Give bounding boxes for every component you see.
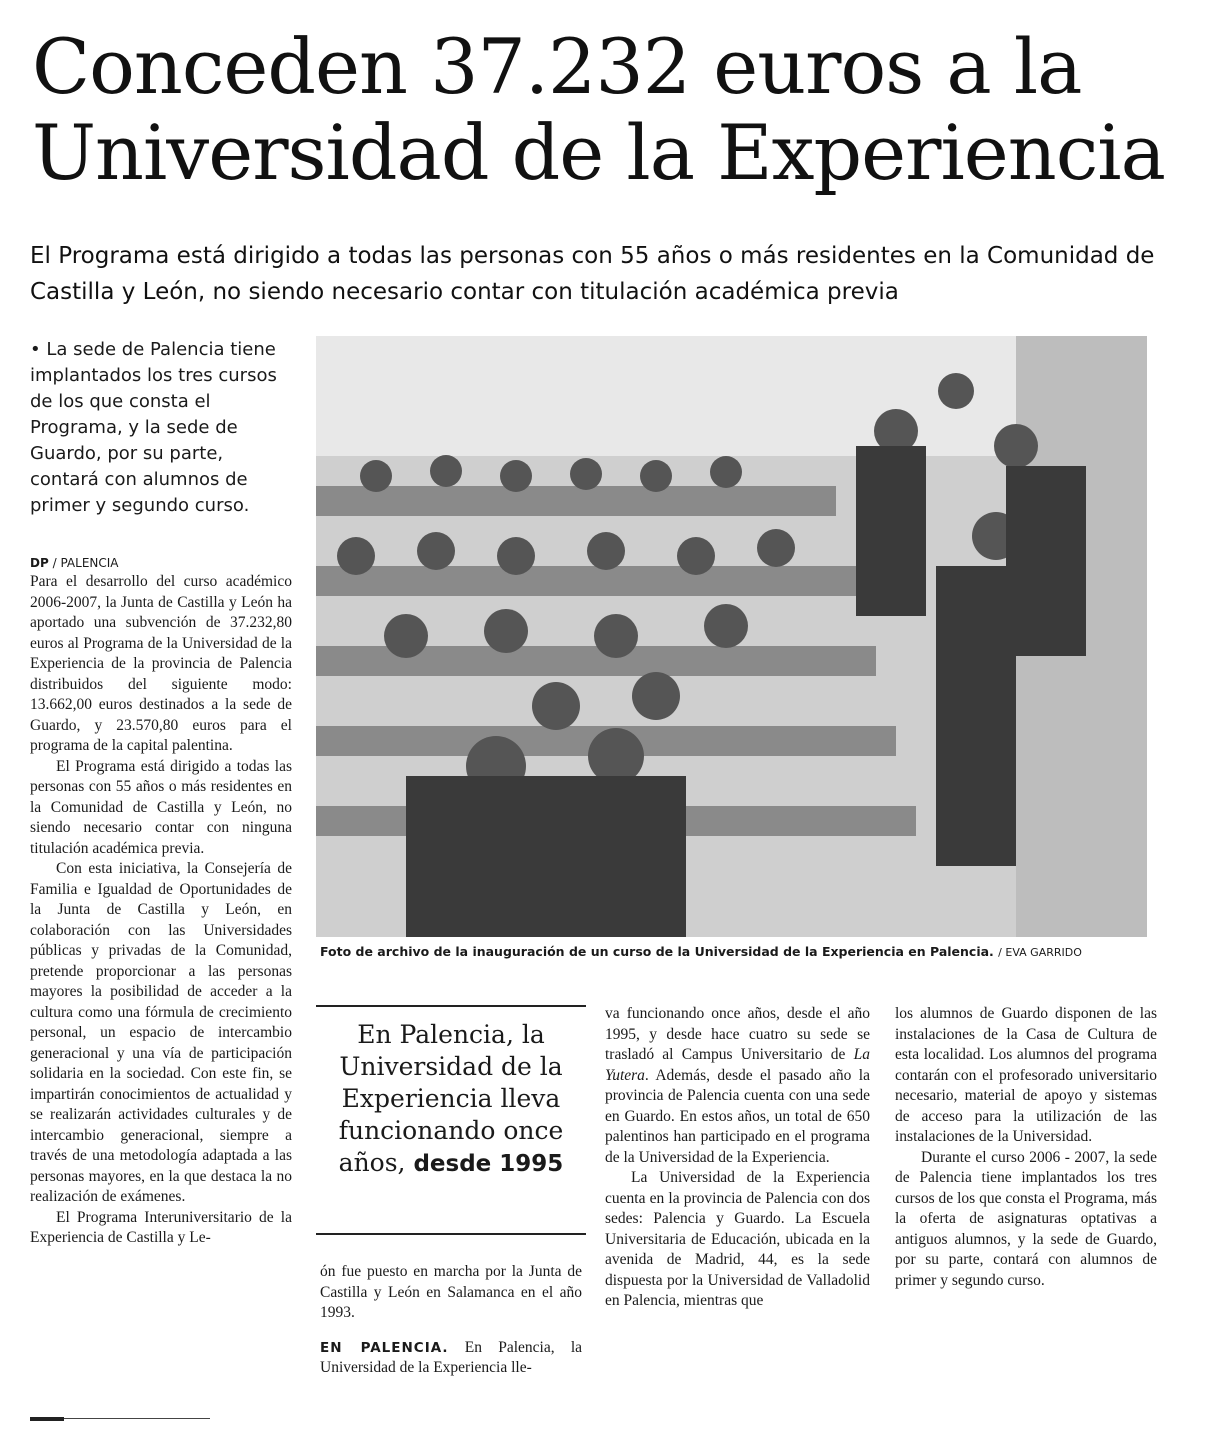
article-column-3: [605, 1004, 870, 1312]
subheadline: El Programa está dirigido a todas las personas con 55 años o más residentes en la Comunidad de Castilla y León, no siendo necesario contar con titulación académica previa: [30, 243, 1155, 305]
photo-caption-text: Foto de archivo de la inauguración de un curso de la Universidad de la Experiencia en Palencia.: [320, 944, 994, 959]
paragraph: El Programa está dirigido a todas las personas con 55 años o más residentes en la Comunidad de Castilla y León, no siendo necesario contar con ninguna titulación académica previa.: [30, 757, 292, 857]
footer-rule-accent: [30, 1417, 64, 1421]
paragraph: los alumnos de Guardo disponen de las instalaciones de la Casa de Cultura de esta localidad. Los alumnos del programa contarán con el profesorado universitario necesario, material de apoyo y sistemas de acceso para la utilización de las instalaciones de la Universidad.: [895, 1005, 1157, 1145]
paragraph: [320, 1338, 582, 1379]
paragraph-text: . Además, desde el pasado año la provincia de Palencia cuenta con una sede en Guardo. En estos años, un total de 650 palentinos han participado en el programa de la Universidad de la Experiencia.: [605, 1066, 870, 1166]
auditorium-photo-illustration: [316, 336, 1147, 937]
photo-credit: / EVA GARRIDO: [998, 946, 1082, 959]
place-name: La Yutera: [605, 1046, 870, 1084]
pull-quote-emphasis: desde 1995: [413, 1151, 564, 1177]
article-column-1: [30, 572, 292, 1249]
paragraph: Durante el curso 2006 - 2007, la sede de Palencia tiene implantados los tres cursos de los que consta el Programa, más la oferta de asignaturas optativas a antiguos alumnos, y la sede de Guardo, por su parte, contará con alumnos de primer y segundo curso.: [895, 1148, 1157, 1289]
article-column-4: [895, 1004, 1157, 1291]
photo-caption: [320, 944, 1180, 959]
pull-quote: [316, 1005, 586, 1235]
pull-quote-text: En Palencia, la Universidad de la Experiencia lleva funcionando once años,: [338, 1020, 564, 1177]
paragraph: Para el desarrollo del curso académico 2006-2007, la Junta de Castilla y León ha aportado una subvención de 37.232,80 euros al Programa de la Universidad de la Experiencia de la provincia de Palencia distribuidos del siguiente modo: 13.662,00 euros destinados a la sede de Guardo, y 23.570,80 euros para el programa de la capital palentina.: [30, 573, 292, 754]
kicker-text: En Palencia, la Universidad de la Experiencia lle-: [320, 1338, 583, 1376]
paragraph: La Universidad de la Experiencia cuenta en la provincia de Palencia con dos sedes: Palencia y Guardo. La Escuela Universitaria de Educación, ubicada en la avenida de Madrid, 44, es la sede dispuesta por la Universidad de Valladolid en Palencia, mientras que: [605, 1169, 870, 1309]
paragraph: Con esta iniciativa, la Consejería de Familia e Igualdad de Oportunidades de la Junta de Castilla y León, en colaboración con las Universidades públicas y privadas de la Comunidad, pretende proporcionar a las personas mayores la posibilidad de acceder a la cultura como una fórmula de crecimiento personal, un espacio de intercambio generacional y una vía de participación solidaria en la sociedad. Con este fin, se impartirán conocimientos de actualidad y se realizarán actividades culturales y de intercambio generacional, siempre a través de una metodología adaptada a las personas mayores, en la que destaca la no realización de exámenes.: [30, 860, 292, 1205]
paragraph-text: va funcionando once años, desde el año 1995, y desde hace cuatro su sede se trasladó al Campus Universitario de: [605, 1005, 870, 1063]
news-photo: [316, 336, 1147, 937]
paragraph: El Programa Interuniversitario de la Experiencia de Castilla y Le-: [30, 1208, 292, 1246]
paragraph: [605, 1004, 870, 1168]
headline: Conceden 37.232 euros a la Universidad de la Experiencia: [32, 22, 1165, 197]
article-column-2: [320, 1262, 582, 1379]
byline-source: DP: [30, 556, 49, 570]
lead-summary: • La sede de Palencia tiene implantados los tres cursos de los que consta el Programa, y la sede de Guardo, por su parte, contará con alumnos de primer y segundo curso.: [30, 339, 277, 516]
byline: [30, 556, 119, 570]
paragraph: ón fue puesto en marcha por la Junta de Castilla y León en Salamanca en el año 1993.: [320, 1263, 582, 1321]
byline-location: / PALENCIA: [52, 556, 119, 570]
section-kicker: EN PALENCIA.: [320, 1339, 449, 1356]
